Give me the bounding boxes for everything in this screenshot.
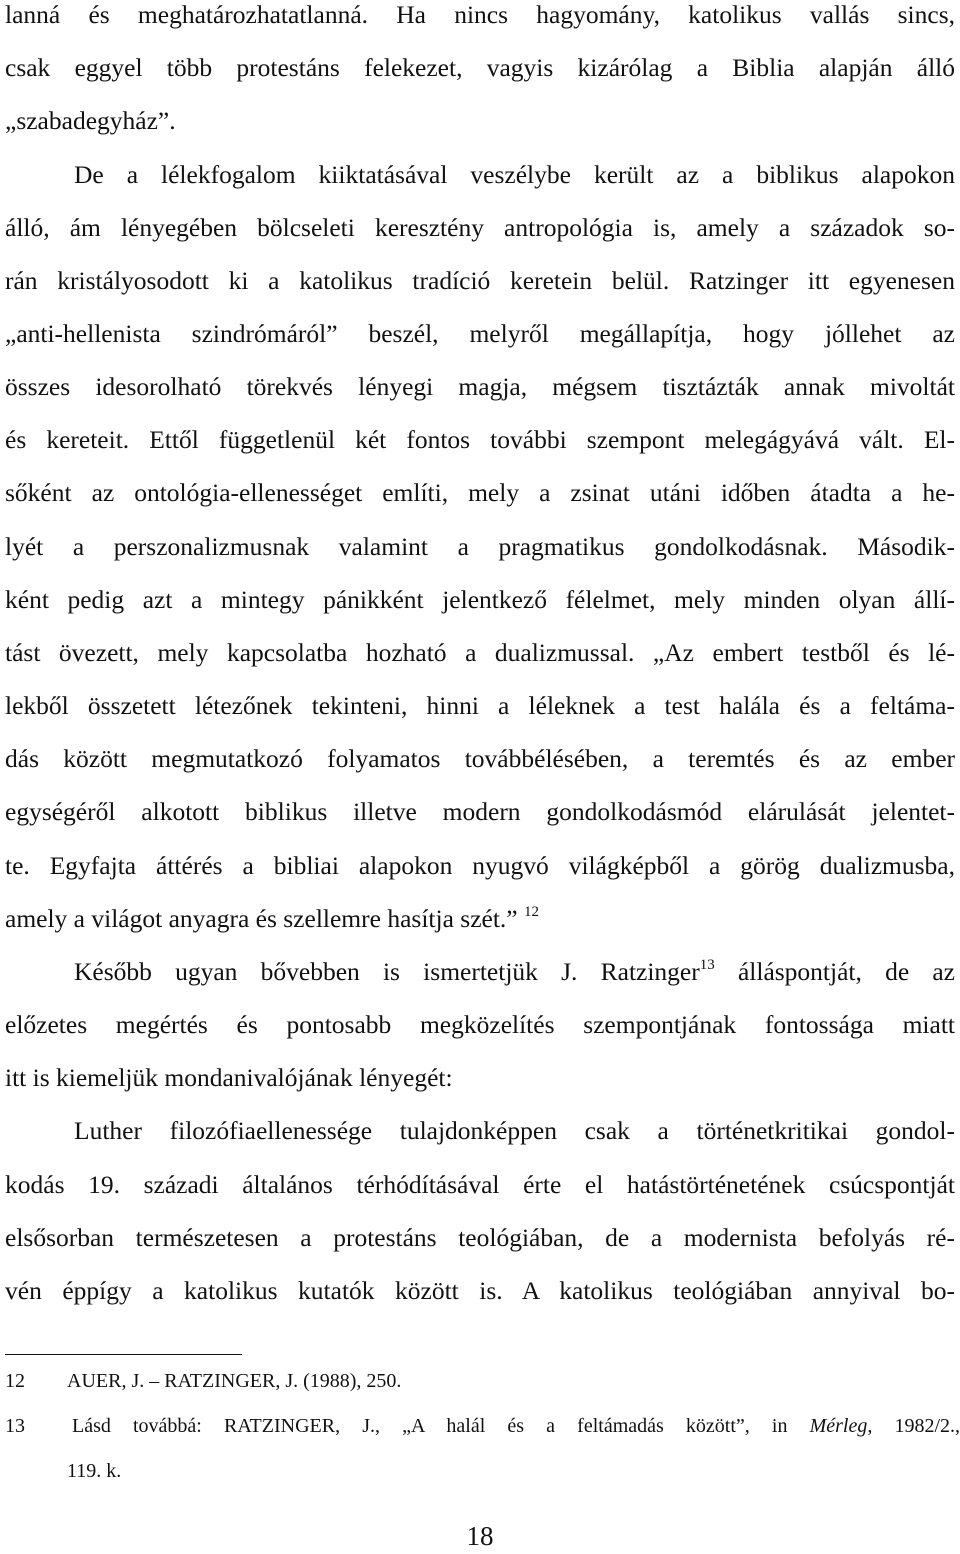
footnote-12	[5, 1368, 955, 1394]
body-line: te. Egyfajta áttérés a bibliai alapokon nyugvó világképből a görög dualizmusba,	[5, 851, 955, 880]
journal-title: Mérleg	[809, 1415, 868, 1437]
body-line: összes idesorolható törekvés lényegi magja, mégsem tisztázták annak mivoltát	[5, 372, 955, 401]
body-line: egységéről alkotott biblikus illetve modern gondolkodásmód elárulását jelentet-	[5, 797, 955, 826]
body-line: sőként az ontológia-ellenességet említi, mely a zsinat utáni időben átadta a he-	[5, 478, 955, 507]
body-line: Luther filozófiaellenessége tulajdonképpen csak a történetkritikai gondol-	[74, 1116, 955, 1145]
body-line: és kereteit. Ettől függetlenül két fontos további szempont melegágyává vált. El-	[5, 425, 955, 454]
footnote-text: Lásd továbbá: RATZINGER, J., „A halál és a feltámadás között”, in	[72, 1415, 810, 1437]
footnote-number: 12	[5, 1370, 25, 1392]
body-text: Később ugyan bővebben is ismertetjük J. Ratzinger	[74, 957, 700, 986]
body-line: tást övezett, mely kapcsolatba hozható a dualizmussal. „Az embert testből és lé-	[5, 638, 955, 667]
quote-end-text: amely a világot anyagra és szellemre hasítja szét.”	[5, 904, 518, 933]
footnote-ref[interactable]: 13	[699, 957, 715, 973]
body-line: „szabadegyház”.	[5, 106, 176, 135]
body-text: álláspontját, de az	[737, 957, 955, 986]
body-line: dás között megmutatkozó folyamatos továbbélésében, a teremtés és az ember	[5, 744, 955, 773]
body-line: De a lélekfogalom kiiktatásával veszélybe került az a biblikus alapokon	[74, 160, 955, 189]
footnote-text: AUER, J. – RATZINGER, J. (1988), 250.	[67, 1370, 402, 1392]
body-line: lekből összetett létezőnek tekinteni, hinni a léleknek a test halála és a feltáma-	[5, 691, 955, 720]
page-number: 18	[466, 1521, 494, 1551]
body-line: „anti-hellenista szindrómáról” beszél, melyről megállapítja, hogy jóllehet az	[5, 319, 955, 348]
body-line: lyét a perszonalizmusnak valamint a pragmatikus gondolkodásnak. Második-	[5, 532, 955, 561]
footnote-text-line	[72, 1413, 960, 1439]
footnote-separator	[5, 1354, 242, 1355]
body-line	[5, 904, 955, 934]
body-line: lanná és meghatározhatatlanná. Ha nincs hagyomány, katolikus vallás sincs,	[5, 0, 955, 29]
body-line: csak eggyel több protestáns felekezet, vagyis kizárólag a Biblia alapján álló	[5, 53, 955, 82]
footnote-ref[interactable]: 12	[523, 904, 539, 920]
body-line: itt is kiemeljük mondanivalójának lényegét:	[5, 1063, 453, 1092]
footnote-number: 13	[5, 1415, 25, 1437]
body-line: előzetes megértés és pontosabb megközelítés szempontjának fontossága miatt	[5, 1010, 955, 1039]
body-line: elsősorban természetesen a protestáns teológiában, de a modernista befolyás ré-	[5, 1223, 955, 1252]
body-line: kodás 19. századi általános térhódításával érte el hatástörténetének csúcspontját	[5, 1170, 955, 1199]
body-line: rán kristályosodott ki a katolikus tradíció keretein belül. Ratzinger itt egyenesen	[5, 266, 955, 295]
body-line: álló, ám lényegében bölcseleti keresztény antropológia is, amely a századok so-	[5, 213, 955, 242]
footnote-13	[5, 1413, 960, 1439]
body-line	[74, 957, 955, 987]
body-line: ként pedig azt a mintegy pánikként jelentkező félelmet, mely minden olyan állí-	[5, 585, 955, 614]
footnote-text: 119. k.	[67, 1460, 122, 1482]
body-line: vén éppígy a katolikus kutatók között is. A katolikus teológiában annyival bo-	[5, 1276, 955, 1305]
footnote-text: , 1982/2.,	[867, 1415, 960, 1437]
